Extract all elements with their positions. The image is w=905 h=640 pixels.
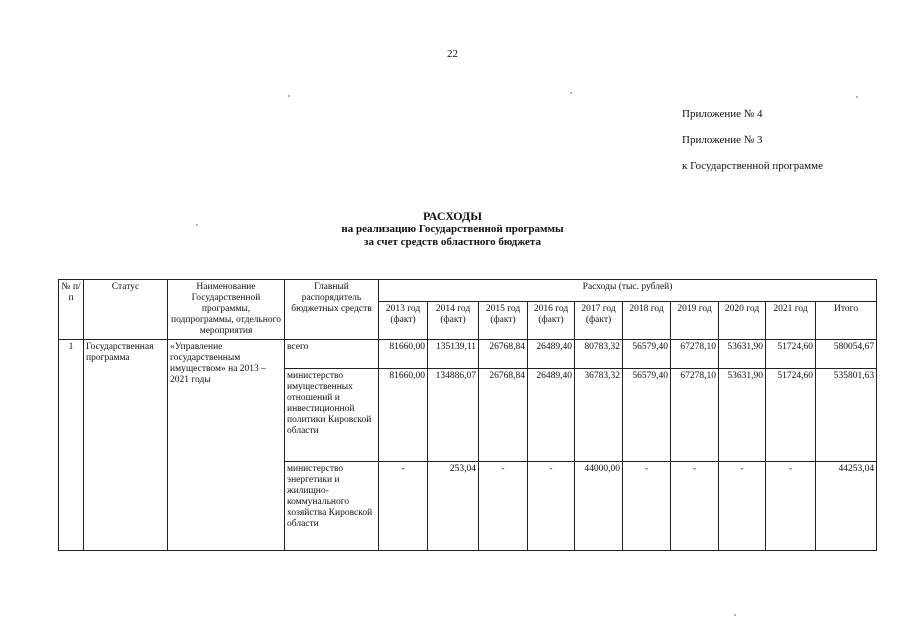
value-cell: 36783,32 — [575, 369, 623, 462]
header-total: Итого — [816, 302, 877, 340]
value-cell: 26489,40 — [528, 340, 575, 369]
value-cell: - — [671, 462, 719, 551]
header-year: 2014 год (факт) — [428, 302, 479, 340]
header-year: 2017 год (факт) — [575, 302, 623, 340]
header-expenses: Расходы (тыс. рублей) — [379, 280, 877, 302]
header-year: 2021 год — [766, 302, 816, 340]
header-year: 2013 год (факт) — [379, 302, 428, 340]
header-status: Статус — [84, 280, 168, 340]
value-cell: 53631,90 — [719, 340, 766, 369]
scan-speck — [734, 614, 736, 616]
table-row — [59, 340, 877, 369]
value-cell: - — [479, 462, 528, 551]
header-manager: Главный распорядитель бюджетных средств — [285, 280, 379, 340]
value-cell: 51724,60 — [766, 369, 816, 462]
value-cell: 67278,10 — [671, 340, 719, 369]
page-number: 22 — [447, 48, 458, 60]
value-cell: 67278,10 — [671, 369, 719, 462]
scan-speck — [196, 224, 198, 226]
row-manager: министерство энергетики и жилищно-коммунального хозяйства Кировской области — [285, 462, 379, 551]
value-cell: 26768,84 — [479, 340, 528, 369]
table-header-row-1 — [59, 280, 877, 302]
value-cell: 56579,40 — [623, 340, 671, 369]
header-name: Наименование Государственной программы, подпрограммы, отдельного мероприятия — [168, 280, 285, 340]
header-year: 2018 год — [623, 302, 671, 340]
row-manager: министерство имущественных отношений и инвестиционной политики Кировской области — [285, 369, 379, 462]
value-cell: 135139,11 — [428, 340, 479, 369]
scan-speck — [288, 95, 290, 97]
value-cell: - — [528, 462, 575, 551]
row-manager: всего — [285, 340, 379, 369]
appendix-line-2: Приложение № 3 — [682, 134, 763, 146]
value-cell: 26768,84 — [479, 369, 528, 462]
total-cell: 580054,67 — [816, 340, 877, 369]
header-year: 2015 год (факт) — [479, 302, 528, 340]
row-no: 1 — [59, 340, 84, 551]
value-cell: 51724,60 — [766, 340, 816, 369]
value-cell: 26489,40 — [528, 369, 575, 462]
row-status: Государственная программа — [84, 340, 168, 551]
title-line-2: на реализацию Государственной программы — [341, 223, 564, 235]
value-cell: - — [379, 462, 428, 551]
header-year: 2020 год — [719, 302, 766, 340]
value-cell: 53631,90 — [719, 369, 766, 462]
total-cell: 535801,63 — [816, 369, 877, 462]
scan-speck — [856, 96, 858, 98]
total-cell: 44253,04 — [816, 462, 877, 551]
row-name: «Управление государственным имуществом» на 2013 – 2021 годы — [168, 340, 285, 551]
value-cell: 56579,40 — [623, 369, 671, 462]
scan-speck — [570, 92, 572, 94]
value-cell: - — [623, 462, 671, 551]
value-cell: 44000,00 — [575, 462, 623, 551]
header-no: № п/п — [59, 280, 84, 340]
title-line-3: за счет средств областного бюджета — [364, 236, 541, 248]
appendix-line-3: к Государственной программе — [682, 160, 823, 172]
value-cell: 134886,07 — [428, 369, 479, 462]
header-year: 2016 год (факт) — [528, 302, 575, 340]
value-cell: 253,04 — [428, 462, 479, 551]
expenses-table — [58, 279, 877, 551]
value-cell: 81660,00 — [379, 369, 428, 462]
value-cell: - — [766, 462, 816, 551]
document-title — [0, 210, 905, 249]
value-cell: 80783,32 — [575, 340, 623, 369]
value-cell: - — [719, 462, 766, 551]
header-year: 2019 год — [671, 302, 719, 340]
value-cell: 81660,00 — [379, 340, 428, 369]
title-main: РАСХОДЫ — [422, 209, 483, 223]
appendix-line-1: Приложение № 4 — [682, 108, 763, 120]
